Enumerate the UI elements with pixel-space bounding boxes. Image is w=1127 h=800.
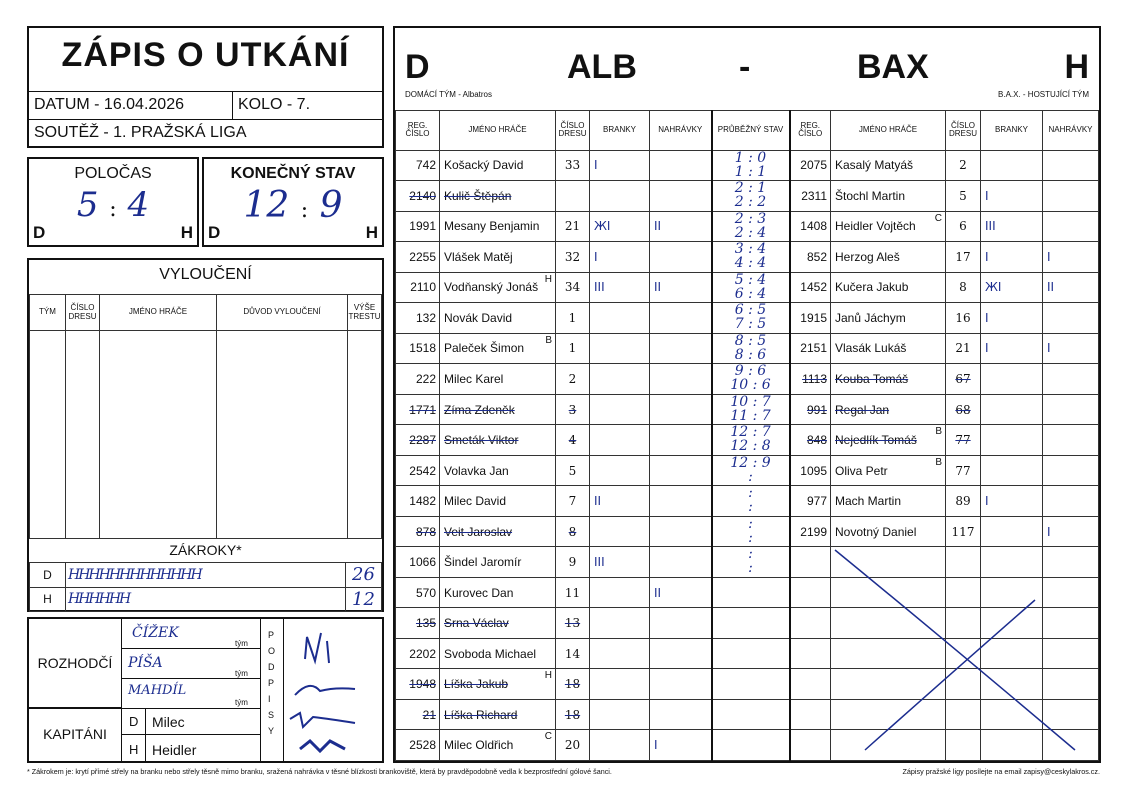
assists-tally bbox=[1043, 303, 1099, 334]
score-entry: 10 : 7 bbox=[730, 393, 771, 410]
footer-right: Zápisy pražské ligy posílejte na email zapisy@ceskylakros.cz. bbox=[902, 767, 1100, 776]
reg-number: 848 bbox=[790, 425, 831, 456]
roster-row bbox=[396, 394, 1099, 425]
rozhodci-3: MAHDÍL bbox=[128, 683, 187, 698]
zakroky-d-total: 26 bbox=[346, 563, 382, 588]
running-score bbox=[712, 364, 790, 395]
polocas-d: 5 bbox=[76, 185, 99, 225]
roster-row bbox=[396, 333, 1099, 364]
goals-tally: I bbox=[981, 181, 1043, 212]
assists-tally bbox=[650, 455, 712, 486]
score-entry: 2 : 1 bbox=[734, 180, 767, 197]
score-entry: 12 : 9 bbox=[730, 454, 771, 471]
goals-tally: ЖI bbox=[590, 211, 650, 242]
role-marker: C bbox=[934, 212, 942, 224]
assists-tally bbox=[650, 547, 712, 578]
running-score bbox=[712, 211, 790, 242]
player-name: Kučera Jakub bbox=[831, 272, 946, 303]
roster-row bbox=[396, 455, 1099, 486]
reg-number: 1948 bbox=[396, 669, 440, 700]
jersey-number: 32 bbox=[556, 242, 590, 273]
goals-tally bbox=[590, 608, 650, 639]
score-entry: 12 : 7 bbox=[730, 424, 771, 441]
player-name: Kasalý Matyáš bbox=[831, 150, 946, 181]
assists-tally bbox=[650, 333, 712, 364]
player-name: Milec Karel bbox=[440, 364, 556, 395]
score-entry bbox=[713, 669, 789, 683]
goals-tally: III bbox=[590, 547, 650, 578]
assists-tally: II bbox=[1043, 272, 1099, 303]
home-team: ALB bbox=[567, 48, 637, 86]
player-name: Líška Richard bbox=[440, 699, 556, 730]
assists-tally bbox=[650, 150, 712, 181]
score-entry: 4 : 4 bbox=[734, 255, 767, 272]
zakroky-h-total: 12 bbox=[346, 587, 382, 612]
score-entry bbox=[713, 578, 789, 592]
player-name: Nejedlík Tomáš B bbox=[831, 425, 946, 456]
jersey-number: 34 bbox=[556, 272, 590, 303]
running-score bbox=[712, 303, 790, 334]
soutez: SOUTĚŽ - 1. PRAŽSKÁ LIGA bbox=[34, 124, 247, 141]
running-score bbox=[712, 486, 790, 517]
score-entry: : bbox=[748, 515, 753, 532]
role-marker: B bbox=[935, 426, 942, 438]
jersey-number: 89 bbox=[946, 486, 981, 517]
role-marker: H bbox=[544, 670, 552, 682]
reg-number: 878 bbox=[396, 516, 440, 547]
jersey-number: 67 bbox=[946, 364, 981, 395]
goals-tally bbox=[590, 303, 650, 334]
jersey-number: 13 bbox=[556, 608, 590, 639]
page-title: ZÁPIS O UTKÁNÍ bbox=[61, 36, 350, 74]
jersey-number: 8 bbox=[946, 272, 981, 303]
score-entry: 8 : 6 bbox=[734, 346, 767, 363]
assists-tally bbox=[650, 303, 712, 334]
reg-number: 2202 bbox=[396, 638, 440, 669]
zakroky-h-tally: НННННН bbox=[66, 587, 346, 612]
reg-number: 2110 bbox=[396, 272, 440, 303]
player-name: Novotný Daniel bbox=[831, 516, 946, 547]
jersey-number: 77 bbox=[946, 425, 981, 456]
score-entry bbox=[713, 700, 789, 714]
assists-tally bbox=[650, 181, 712, 212]
jersey-number: 14 bbox=[556, 638, 590, 669]
footnote: * Zákrokem je: krytí přímé střely na branku nebo střely těsně mimo branku, sražená nahrávka v těsné blízkosti brankoviště, která by pravděpodobně vedla k bezprostřední gólové šanci. bbox=[27, 767, 612, 776]
assists-tally: I bbox=[1043, 242, 1099, 273]
goals-tally: ЖI bbox=[981, 272, 1043, 303]
jersey-number: 1 bbox=[556, 303, 590, 334]
jersey-number: 2 bbox=[946, 150, 981, 181]
goals-tally bbox=[590, 333, 650, 364]
score-entry: 2 : 3 bbox=[734, 210, 767, 227]
player-name: Líška Jakub H bbox=[440, 669, 556, 700]
goals-tally bbox=[981, 364, 1043, 395]
goals-tally bbox=[590, 425, 650, 456]
running-score bbox=[712, 181, 790, 212]
goals-tally bbox=[590, 577, 650, 608]
score-entry: 1 : 0 bbox=[734, 149, 767, 166]
reg-number: 852 bbox=[790, 242, 831, 273]
score-entry: 11 : 7 bbox=[730, 407, 771, 424]
score-entry: 2 : 2 bbox=[734, 194, 767, 211]
assists-tally: II bbox=[650, 272, 712, 303]
player-name: Zíma Zdeněk bbox=[440, 394, 556, 425]
role-marker: B bbox=[935, 456, 942, 468]
goals-tally: I bbox=[981, 333, 1043, 364]
score-entry bbox=[713, 608, 789, 622]
goals-tally bbox=[590, 455, 650, 486]
roster-row bbox=[396, 303, 1099, 334]
running-score bbox=[712, 425, 790, 456]
title-box bbox=[27, 26, 384, 148]
jersey-number: 20 bbox=[556, 730, 590, 761]
podpisy-label: PODPISY bbox=[268, 630, 276, 736]
home-full: DOMÁCÍ TÝM - Albatros bbox=[405, 90, 492, 99]
empty-rows-cross bbox=[825, 540, 1085, 760]
kapitan-d: Milec bbox=[152, 714, 185, 730]
goals-tally bbox=[981, 150, 1043, 181]
reg-number: 132 bbox=[396, 303, 440, 334]
score-entry: 2 : 4 bbox=[734, 224, 767, 241]
role-marker: B bbox=[545, 334, 552, 346]
rozhodci-label: ROZHODČÍ bbox=[37, 655, 113, 671]
assists-tally bbox=[650, 608, 712, 639]
goals-tally bbox=[590, 730, 650, 761]
player-name: Vlasák Lukáš bbox=[831, 333, 946, 364]
reg-number: 2311 bbox=[790, 181, 831, 212]
assists-tally bbox=[650, 364, 712, 395]
score-entry: 1 : 1 bbox=[734, 163, 767, 180]
reg-number: 1095 bbox=[790, 455, 831, 486]
assists-tally: II bbox=[650, 211, 712, 242]
player-name: Kurovec Dan bbox=[440, 577, 556, 608]
jersey-number: 1 bbox=[556, 333, 590, 364]
score-entry: : bbox=[748, 485, 753, 502]
player-name: Srna Václav bbox=[440, 608, 556, 639]
running-score bbox=[712, 608, 790, 639]
player-name: Svoboda Michael bbox=[440, 638, 556, 669]
vylouceni-label: VYLOUČENÍ bbox=[159, 266, 252, 283]
roster-row bbox=[396, 425, 1099, 456]
role-marker: H bbox=[544, 273, 552, 285]
player-name: Vodňanský Jonáš H bbox=[440, 272, 556, 303]
roster-row bbox=[396, 364, 1099, 395]
score-entry bbox=[713, 622, 789, 636]
player-name: Paleček Šimon B bbox=[440, 333, 556, 364]
away-team: BAX bbox=[857, 48, 929, 86]
score-entry: 3 : 4 bbox=[734, 241, 767, 258]
goals-tally bbox=[590, 181, 650, 212]
reg-number: 1518 bbox=[396, 333, 440, 364]
player-name: Kouba Tomáš bbox=[831, 364, 946, 395]
reg-number: 2075 bbox=[790, 150, 831, 181]
player-name: Milec Oldřich C bbox=[440, 730, 556, 761]
roster-row bbox=[396, 242, 1099, 273]
jersey-number: 18 bbox=[556, 699, 590, 730]
reg-number: 2199 bbox=[790, 516, 831, 547]
assists-tally bbox=[1043, 394, 1099, 425]
goals-tally bbox=[590, 394, 650, 425]
reg-number: 1771 bbox=[396, 394, 440, 425]
jersey-number: 21 bbox=[556, 211, 590, 242]
zakroky-d-tally: ННННННННННННН bbox=[66, 563, 346, 588]
reg-number: 21 bbox=[396, 699, 440, 730]
vylouceni-box: VYLOUČENÍ TÝM ČÍSLO DRESU JMÉNO HRÁČE DŮVOD VYLOUČENÍ VÝŠE TRESTU ZÁKROKY* D ННННННННННННН 26 H НННННН 12 bbox=[27, 258, 384, 612]
assists-tally bbox=[1043, 364, 1099, 395]
running-score bbox=[712, 394, 790, 425]
reg-number: 2151 bbox=[790, 333, 831, 364]
kolo: KOLO - 7. bbox=[238, 96, 311, 113]
goals-tally bbox=[981, 394, 1043, 425]
running-score bbox=[712, 150, 790, 181]
score-entry: 8 : 5 bbox=[734, 332, 767, 349]
score-entry: 12 : 8 bbox=[730, 438, 771, 455]
goals-tally bbox=[590, 516, 650, 547]
player-name: Milec David bbox=[440, 486, 556, 517]
score-entry bbox=[713, 639, 789, 653]
running-score bbox=[712, 455, 790, 486]
jersey-number: 33 bbox=[556, 150, 590, 181]
jersey-number: 7 bbox=[556, 486, 590, 517]
running-score bbox=[712, 638, 790, 669]
jersey-number: 9 bbox=[556, 547, 590, 578]
goals-tally bbox=[981, 425, 1043, 456]
jersey-number: 21 bbox=[946, 333, 981, 364]
reg-number: 135 bbox=[396, 608, 440, 639]
player-name: Regal Jan bbox=[831, 394, 946, 425]
jersey-number: 16 bbox=[946, 303, 981, 334]
konecny-box: KONEČNÝ STAV 12 : 9 D H bbox=[202, 157, 384, 247]
reg-number: 2528 bbox=[396, 730, 440, 761]
assists-tally bbox=[650, 242, 712, 273]
score-entry bbox=[713, 653, 789, 667]
score-entry: : bbox=[748, 529, 753, 546]
jersey-number: 5 bbox=[946, 181, 981, 212]
assists-tally bbox=[650, 425, 712, 456]
running-score bbox=[712, 333, 790, 364]
jersey-number: 2 bbox=[556, 364, 590, 395]
score-entry: 9 : 6 bbox=[734, 363, 767, 380]
reg-number: 2140 bbox=[396, 181, 440, 212]
roster-box: D ALB - BAX H DOMÁCÍ TÝM - Albatros B.A.X. - HOSTUJÍCÍ TÝM REG. ČÍSLO JMÉNO HRÁČE ČÍSLO DRESU BRANKY NAHRÁVKY PRŮBĚŽNÝ STAV REG. ČÍSLO JMÉNO HRÁČE ČÍSLO DRESU BRANKY NAHRÁVKY 742 Košacký David 33 I 1 : 0 1 : 1 2075 Kasalý Matyáš 2 2140 Kulič Štěpán 2 : 1 2 : 2 2311 Štochl Martin 5 I 1991 Mesany Benjamin 21 ЖI II 2 : 3 2 : 4 1408 Heidler Vojtěch C 6 III 2255 Vlášek Matěj 32 I 3 : 4 4 : 4 852 Herzog Aleš 17 I I 2110 Vodňanský Jonáš H 34 III II 5 : 4 6 : 4 1452 Kučera Jakub 8 ЖI II 132 Novák David 1 6 : 5 7 : 5 1915 Janů Jáchym 16 I 1518 Paleček Šimon B 1 8 : 5 8 : 6 2151 Vlasák Lukáš 21 I I 222 Milec Karel 2 9 : 6 10 : 6 1113 Kouba Tomáš 67 1771 Zíma Zdeněk 3 10 : 7 11 : 7 991 Regal Jan 68 2287 Smeták Viktor 4 12 : 7 12 : 8 848 Nejedlík Tomáš B 77 2542 Volavka Jan 5 12 : 9 : 1095 Oliva Petr B 77 1482 Milec David 7 II : : 977 Mach Martin 89 I 878 Veit Jaroslav 8 : : 2199 Novotný Daniel 117 I 1066 Šindel Jaromír 9 III : : 570 Kurovec Dan 11 II 135 Srna Václav 13 2202 Svoboda Michael 14 1948 Líška Jakub H 18 21 Líška Richard 18 2528 Milec Oldřich C 20 I bbox=[393, 26, 1101, 763]
player-name: Janů Jáchym bbox=[831, 303, 946, 334]
player-name: Heidler Vojtěch C bbox=[831, 211, 946, 242]
score-entry: 6 : 4 bbox=[734, 285, 767, 302]
assists-tally: I bbox=[1043, 333, 1099, 364]
player-name: Mesany Benjamin bbox=[440, 211, 556, 242]
score-entry: : bbox=[748, 546, 753, 563]
player-name: Novák David bbox=[440, 303, 556, 334]
player-name: Smeták Viktor bbox=[440, 425, 556, 456]
roster-row bbox=[396, 211, 1099, 242]
score-entry: 5 : 4 bbox=[734, 271, 767, 288]
player-name: Šindel Jaromír bbox=[440, 547, 556, 578]
reg-number: 1113 bbox=[790, 364, 831, 395]
jersey-number: 17 bbox=[946, 242, 981, 273]
reg-number: 742 bbox=[396, 150, 440, 181]
jersey-number: 117 bbox=[946, 516, 981, 547]
roster-row bbox=[396, 272, 1099, 303]
player-name: Herzog Aleš bbox=[831, 242, 946, 273]
jersey-number: 68 bbox=[946, 394, 981, 425]
goals-tally bbox=[590, 669, 650, 700]
jersey-number: 4 bbox=[556, 425, 590, 456]
konecny-d: 12 bbox=[243, 185, 290, 226]
jersey-number: 5 bbox=[556, 455, 590, 486]
score-entry: : bbox=[748, 468, 753, 485]
player-name: Veit Jaroslav bbox=[440, 516, 556, 547]
signatures bbox=[285, 619, 385, 761]
reg-number: 977 bbox=[790, 486, 831, 517]
player-name: Mach Martin bbox=[831, 486, 946, 517]
assists-tally bbox=[650, 699, 712, 730]
goals-tally: I bbox=[981, 303, 1043, 334]
assists-tally bbox=[1043, 181, 1099, 212]
assists-tally bbox=[650, 394, 712, 425]
assists-tally bbox=[650, 486, 712, 517]
goals-tally: I bbox=[981, 242, 1043, 273]
score-entry: 6 : 5 bbox=[734, 302, 767, 319]
goals-tally bbox=[981, 455, 1043, 486]
goals-tally bbox=[590, 699, 650, 730]
roster-table: REG. ČÍSLO JMÉNO HRÁČE ČÍSLO DRESU BRANKY NAHRÁVKY PRŮBĚŽNÝ STAV REG. ČÍSLO JMÉNO HRÁČE ČÍSLO DRESU BRANKY NAHRÁVKY 742 Košacký David 33 I 1 : 0 1 : 1 2075 Kasalý Matyáš 2 2140 Kulič Štěpán 2 : 1 2 : 2 2311 Štochl Martin 5 I 1991 Mesany Benjamin 21 ЖI II 2 : 3 2 : 4 1408 Heidler Vojtěch C 6 III 2255 Vlášek Matěj 32 I 3 : 4 4 : 4 852 Herzog Aleš 17 I I 2110 Vodňanský Jonáš H 34 III II 5 : 4 6 : 4 1452 Kučera Jakub 8 ЖI II 132 Novák David 1 6 : 5 7 : 5 1915 Janů Jáchym 16 I 1518 Paleček Šimon B 1 8 : 5 8 : 6 2151 Vlasák Lukáš 21 I I 222 Milec Karel 2 9 : 6 10 : 6 1113 Kouba Tomáš 67 1771 Zíma Zdeněk 3 10 : 7 11 : 7 991 Regal Jan 68 2287 Smeták Viktor 4 12 : 7 12 : 8 848 Nejedlík Tomáš B 77 2542 Volavka Jan 5 12 : 9 : 1095 Oliva Petr B 77 1482 Milec David 7 II : : 977 Mach Martin 89 I 878 Veit Jaroslav 8 : : 2199 Novotný Daniel 117 I 1066 Šindel Jaromír 9 III : : 570 Kurovec Dan 11 II 135 Srna Václav 13 2202 Svoboda Michael 14 1948 Líška Jakub H 18 21 Líška Richard 18 2528 Milec Oldřich C 20 I bbox=[395, 110, 1099, 761]
jersey-number: 18 bbox=[556, 669, 590, 700]
jersey-number bbox=[556, 181, 590, 212]
reg-number: 222 bbox=[396, 364, 440, 395]
reg-number: 1066 bbox=[396, 547, 440, 578]
assists-tally bbox=[1043, 455, 1099, 486]
jersey-number: 8 bbox=[556, 516, 590, 547]
assists-tally bbox=[650, 638, 712, 669]
konecny-h: 9 bbox=[319, 185, 343, 226]
zakroky-label: ZÁKROKY* bbox=[169, 542, 242, 558]
running-score bbox=[712, 272, 790, 303]
reg-number: 1991 bbox=[396, 211, 440, 242]
jersey-number: 3 bbox=[556, 394, 590, 425]
jersey-number: 6 bbox=[946, 211, 981, 242]
assists-tally bbox=[1043, 486, 1099, 517]
polocas-label: POLOČAS bbox=[74, 165, 152, 182]
reg-number: 570 bbox=[396, 577, 440, 608]
roster-row bbox=[396, 181, 1099, 212]
score-entry bbox=[713, 744, 789, 758]
goals-tally bbox=[590, 638, 650, 669]
jersey-number: 11 bbox=[556, 577, 590, 608]
reg-number: 991 bbox=[790, 394, 831, 425]
assists-tally bbox=[650, 516, 712, 547]
assists-tally bbox=[650, 669, 712, 700]
roster-row bbox=[396, 486, 1099, 517]
officials-box: ROZHODČÍ ČÍŽEK tým PÍŠA tým MAHDÍL tým PODPISY KAPITÁNI D Milec H Heidler bbox=[27, 617, 384, 763]
goals-tally: I bbox=[590, 150, 650, 181]
kapitan-h: Heidler bbox=[152, 742, 197, 758]
player-name: Košacký David bbox=[440, 150, 556, 181]
running-score bbox=[712, 669, 790, 700]
assists-tally bbox=[1043, 425, 1099, 456]
running-score bbox=[712, 242, 790, 273]
running-score bbox=[712, 547, 790, 578]
goals-tally: I bbox=[981, 486, 1043, 517]
assists-tally: I bbox=[1043, 516, 1099, 547]
running-score bbox=[712, 516, 790, 547]
player-name: Štochl Martin bbox=[831, 181, 946, 212]
polocas-h: 4 bbox=[127, 185, 150, 225]
score-entry: 7 : 5 bbox=[734, 316, 767, 333]
roster-row bbox=[396, 150, 1099, 181]
reg-number: 2255 bbox=[396, 242, 440, 273]
kapitani-label: KAPITÁNI bbox=[43, 726, 107, 742]
reg-number: 1915 bbox=[790, 303, 831, 334]
score-entry bbox=[713, 730, 789, 744]
assists-tally bbox=[1043, 150, 1099, 181]
running-score bbox=[712, 577, 790, 608]
goals-tally: III bbox=[981, 211, 1043, 242]
reg-number: 1482 bbox=[396, 486, 440, 517]
vylouceni-table: TÝM ČÍSLO DRESU JMÉNO HRÁČE DŮVOD VYLOUČENÍ VÝŠE TRESTU bbox=[29, 294, 382, 539]
goals-tally: III bbox=[590, 272, 650, 303]
score-entry bbox=[713, 592, 789, 606]
assists-tally: I bbox=[650, 730, 712, 761]
player-name: Oliva Petr B bbox=[831, 455, 946, 486]
assists-tally: II bbox=[650, 577, 712, 608]
goals-tally: II bbox=[590, 486, 650, 517]
goals-tally: I bbox=[590, 242, 650, 273]
konecny-label: KONEČNÝ STAV bbox=[230, 165, 356, 182]
score-entry bbox=[713, 683, 789, 697]
jersey-number: 77 bbox=[946, 455, 981, 486]
score-entry: 10 : 6 bbox=[730, 377, 771, 394]
goals-tally bbox=[590, 364, 650, 395]
score-entry bbox=[713, 714, 789, 728]
running-score bbox=[712, 730, 790, 761]
player-name: Kulič Štěpán bbox=[440, 181, 556, 212]
score-entry: : bbox=[748, 560, 753, 577]
polocas-box: POLOČAS 5 : 4 D H bbox=[27, 157, 199, 247]
reg-number: 1408 bbox=[790, 211, 831, 242]
reg-number: 2542 bbox=[396, 455, 440, 486]
reg-number: 2287 bbox=[396, 425, 440, 456]
running-score bbox=[712, 699, 790, 730]
rozhodci-2: PÍŠA bbox=[128, 655, 163, 671]
role-marker: C bbox=[544, 731, 552, 743]
away-full: B.A.X. - HOSTUJÍCÍ TÝM bbox=[998, 90, 1089, 99]
assists-tally bbox=[1043, 211, 1099, 242]
reg-number: 1452 bbox=[790, 272, 831, 303]
score-entry: : bbox=[748, 499, 753, 516]
rozhodci-1: ČÍŽEK bbox=[132, 625, 179, 641]
datum: DATUM - 16.04.2026 bbox=[34, 96, 184, 113]
player-name: Vlášek Matěj bbox=[440, 242, 556, 273]
player-name: Volavka Jan bbox=[440, 455, 556, 486]
